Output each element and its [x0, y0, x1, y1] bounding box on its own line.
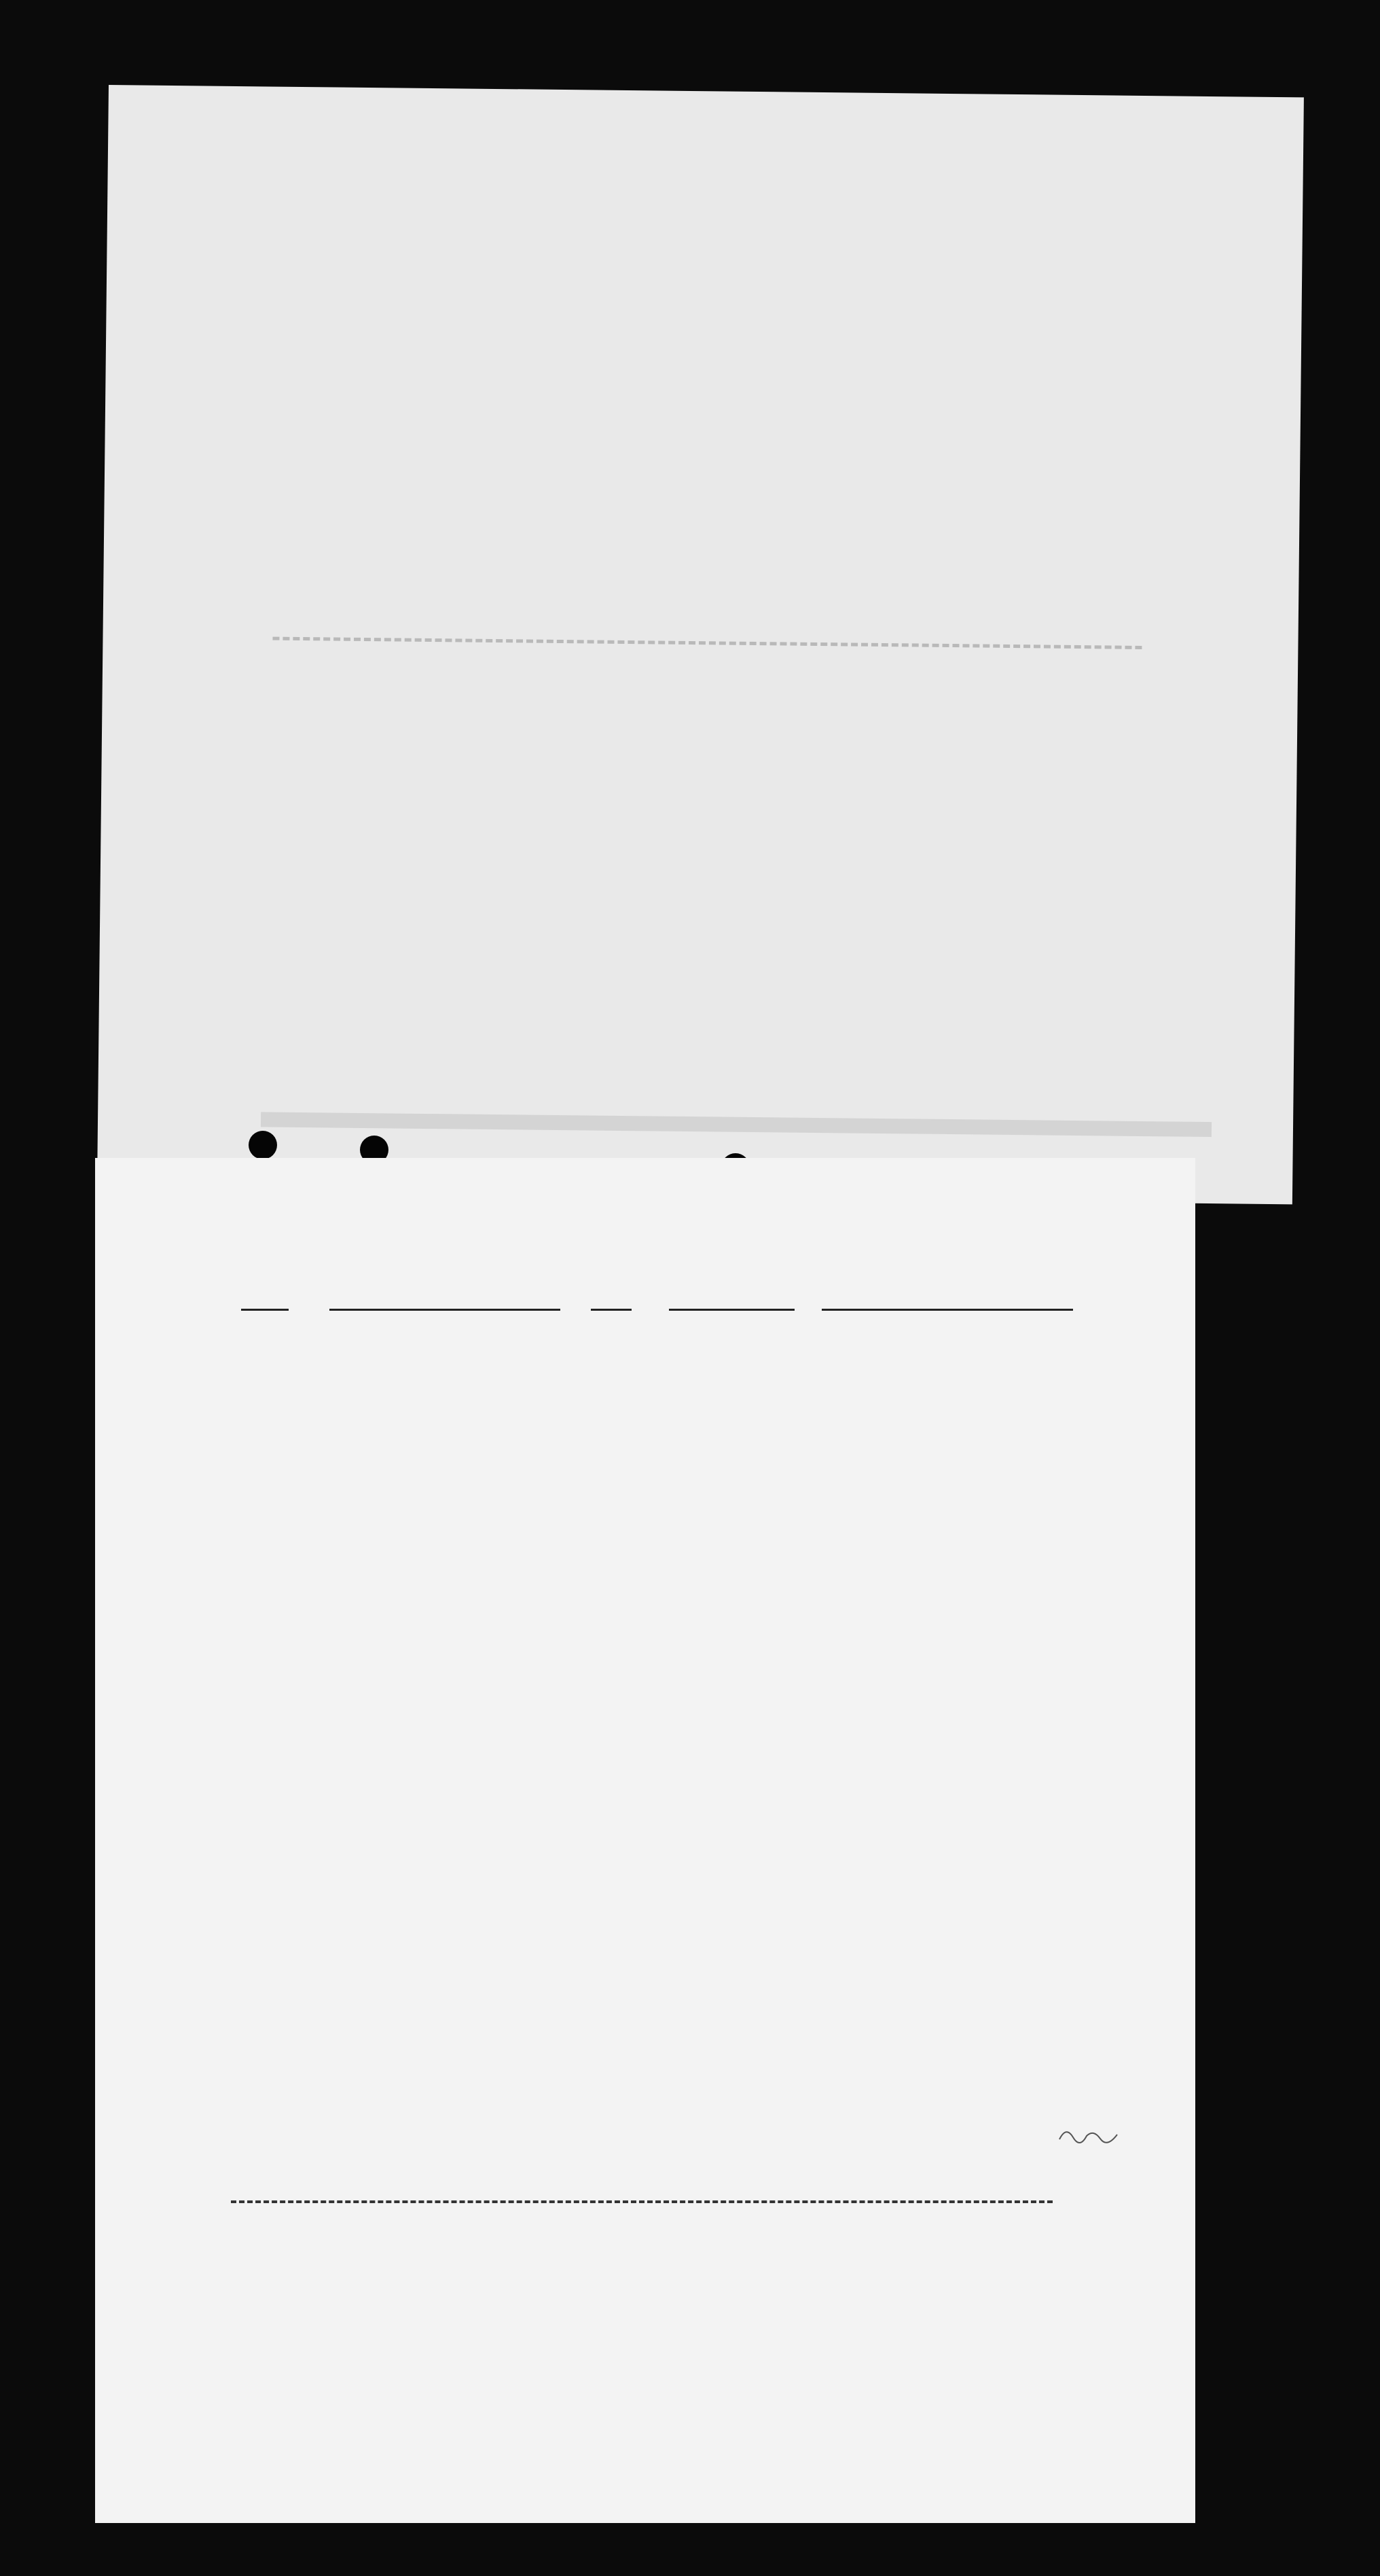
header-underline — [669, 1309, 795, 1311]
crew-list-page — [95, 1158, 1195, 2523]
handwritten-mark — [1056, 2122, 1121, 2149]
bleedthrough-divider — [272, 637, 1142, 649]
punch-hole — [249, 1131, 277, 1159]
previous-page-bleedthrough — [97, 85, 1304, 1204]
bleedthrough-footer — [261, 1112, 1212, 1137]
end-of-list-divider — [231, 2200, 1053, 2203]
header-underline — [241, 1309, 289, 1311]
header-underline — [822, 1309, 1073, 1311]
header-underline — [329, 1309, 560, 1311]
header-underline — [591, 1309, 632, 1311]
